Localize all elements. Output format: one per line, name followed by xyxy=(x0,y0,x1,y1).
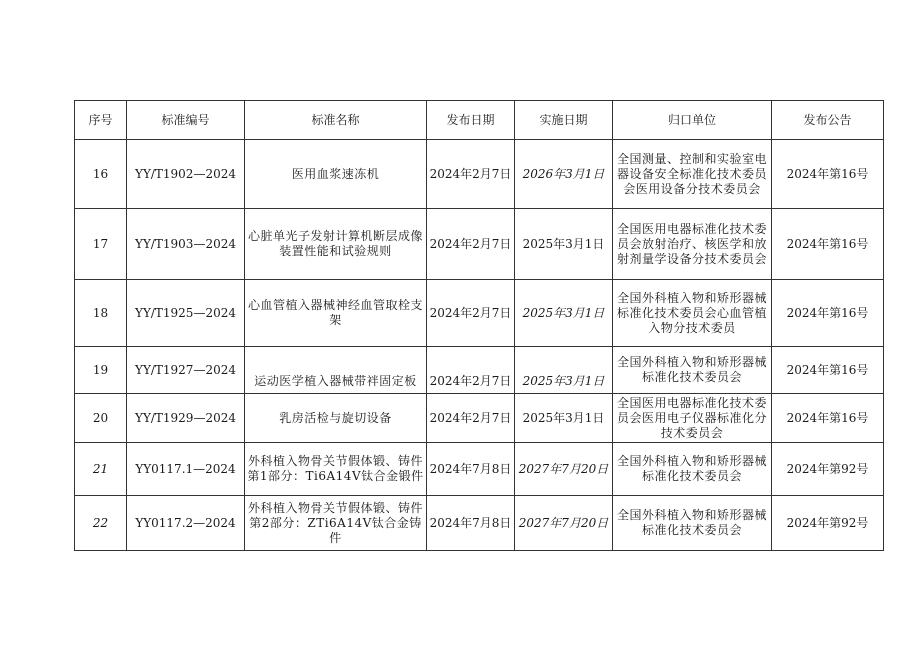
cell-org: 全国外科植入物和矫形器械标准化技术委员会 xyxy=(613,496,772,551)
cell-org: 全国外科植入物和矫形器械标准化技术委员会心血管植入物分技术委员 xyxy=(613,280,772,347)
header-pub-date: 发布日期 xyxy=(427,101,515,140)
cell-announcement: 2024年第16号 xyxy=(772,209,884,280)
cell-name: 心血管植入器械神经血管取栓支架 xyxy=(245,280,427,347)
cell-org: 全国测量、控制和实验室电器设备安全标准化技术委员会医用设备分技术委员会 xyxy=(613,140,772,209)
cell-no: 17 xyxy=(75,209,127,280)
cell-org: 全国外科植入物和矫形器械标准化技术委员会 xyxy=(613,443,772,496)
cell-impl-date: 2026年3月1日 xyxy=(515,140,613,209)
cell-announcement: 2024年第16号 xyxy=(772,347,884,394)
header-announcement: 发布公告 xyxy=(772,101,884,140)
cell-pub-date: 2024年2月7日 xyxy=(427,280,515,347)
cell-announcement: 2024年第92号 xyxy=(772,443,884,496)
table-row xyxy=(75,140,884,209)
cell-code: YY0117.2—2024 xyxy=(127,496,245,551)
cell-impl-date: 2027年7月20日 xyxy=(515,443,613,496)
table-row xyxy=(75,394,884,443)
cell-name: 心脏单光子发射计算机断层成像装置性能和试验规则 xyxy=(245,209,427,280)
cell-pub-date: 2024年2月7日 xyxy=(427,347,515,394)
cell-code: YY/T1925—2024 xyxy=(127,280,245,347)
cell-impl-date: 2025年3月1日 xyxy=(515,347,613,394)
cell-pub-date: 2024年2月7日 xyxy=(427,394,515,443)
cell-name: 乳房活检与旋切设备 xyxy=(245,394,427,443)
cell-org: 全国医用电器标准化技术委员会放射治疗、核医学和放射剂量学设备分技术委员会 xyxy=(613,209,772,280)
cell-name: 外科植入物骨关节假体锻、铸件第1部分：Ti6A14V钛合金锻件 xyxy=(245,443,427,496)
cell-org: 全国外科植入物和矫形器械标准化技术委员会 xyxy=(613,347,772,394)
header-name: 标准名称 xyxy=(245,101,427,140)
cell-name: 运动医学植入器械带袢固定板 xyxy=(245,347,427,394)
cell-pub-date: 2024年7月8日 xyxy=(427,443,515,496)
cell-impl-date: 2025年3月1日 xyxy=(515,394,613,443)
table-row xyxy=(75,347,884,394)
cell-pub-date: 2024年2月7日 xyxy=(427,209,515,280)
cell-no: 22 xyxy=(75,496,127,551)
cell-code: YY/T1903—2024 xyxy=(127,209,245,280)
cell-code: YY/T1927—2024 xyxy=(127,347,245,394)
cell-code: YY/T1929—2024 xyxy=(127,394,245,443)
cell-code: YY/T1902—2024 xyxy=(127,140,245,209)
standards-table xyxy=(74,100,884,551)
cell-announcement: 2024年第16号 xyxy=(772,140,884,209)
cell-announcement: 2024年第16号 xyxy=(772,280,884,347)
cell-no: 18 xyxy=(75,280,127,347)
cell-impl-date: 2027年7月20日 xyxy=(515,496,613,551)
cell-name: 医用血浆速冻机 xyxy=(245,140,427,209)
cell-no: 20 xyxy=(75,394,127,443)
cell-no: 21 xyxy=(75,443,127,496)
cell-pub-date: 2024年7月8日 xyxy=(427,496,515,551)
header-code: 标准编号 xyxy=(127,101,245,140)
cell-no: 19 xyxy=(75,347,127,394)
header-impl-date: 实施日期 xyxy=(515,101,613,140)
cell-announcement: 2024年第16号 xyxy=(772,394,884,443)
cell-impl-date: 2025年3月1日 xyxy=(515,209,613,280)
cell-announcement: 2024年第92号 xyxy=(772,496,884,551)
table-row xyxy=(75,209,884,280)
table-row xyxy=(75,280,884,347)
cell-no: 16 xyxy=(75,140,127,209)
cell-org: 全国医用电器标准化技术委员会医用电子仪器标准化分技术委员会 xyxy=(613,394,772,443)
table-header-row xyxy=(75,101,884,140)
cell-impl-date: 2025年3月1日 xyxy=(515,280,613,347)
header-org: 归口单位 xyxy=(613,101,772,140)
cell-pub-date: 2024年2月7日 xyxy=(427,140,515,209)
table-row xyxy=(75,496,884,551)
table-row xyxy=(75,443,884,496)
header-no: 序号 xyxy=(75,101,127,140)
cell-name: 外科植入物骨关节假体锻、铸件第2部分：ZTi6A14V钛合金铸件 xyxy=(245,496,427,551)
cell-code: YY0117.1—2024 xyxy=(127,443,245,496)
